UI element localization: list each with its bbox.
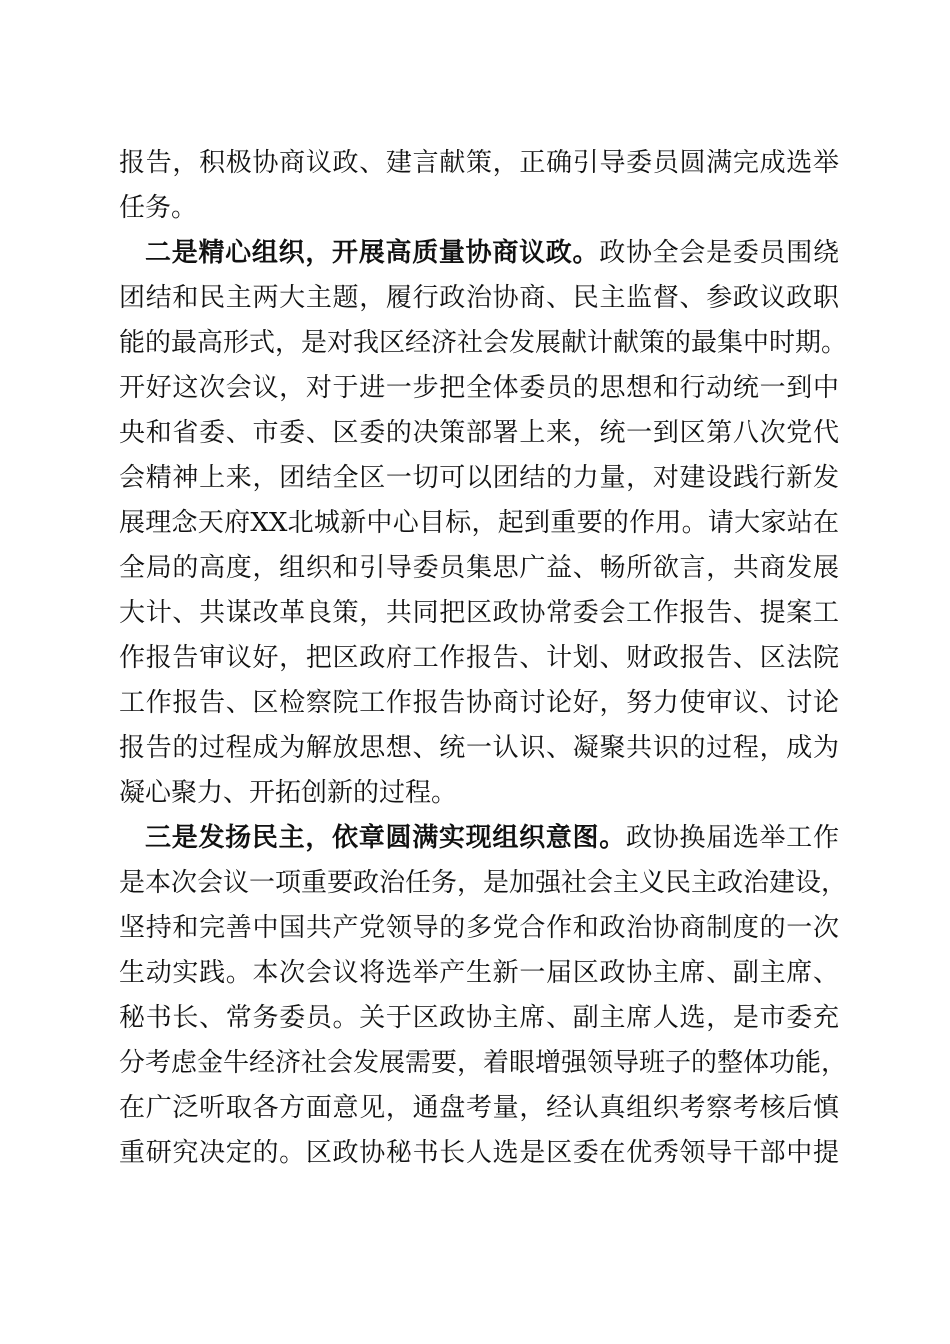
text-line: 任务。: [119, 193, 198, 223]
text-line: 开好这次会议，对于进一步把全体委员的思想和行动统一到中: [119, 373, 839, 403]
text-line: 大计、共谋改革良策，共同把区政协常委会工作报告、提案工: [119, 598, 839, 628]
paragraph-three-text: 政协换届选举工作: [625, 823, 839, 853]
text-line: 报告的过程成为解放思想、统一认识、凝聚共识的过程，成为: [119, 733, 839, 763]
text-line: 全局的高度，组织和引导委员集思广益、畅所欲言，共商发展: [119, 553, 839, 583]
paragraph-two-first-line: [119, 231, 839, 276]
text-line: 是本次会议一项重要政治任务，是加强社会主义民主政治建设，: [119, 868, 848, 898]
text-line: 展理念天府XX北城新中心目标，起到重要的作用。请大家站在: [119, 508, 839, 538]
paragraph-three-heading: 三是发扬民主，依章圆满实现组织意图。: [145, 823, 626, 853]
text-line: 秘书长、常务委员。关于区政协主席、副主席人选，是市委充: [119, 1003, 839, 1033]
text-line: 团结和民主两大主题，履行政治协商、民主监督、参政议政职: [119, 283, 839, 313]
paragraph-two-heading: 二是精心组织，开展高质量协商议政。: [145, 238, 600, 268]
text-line: 重研究决定的。区政协秘书长人选是区委在优秀领导干部中提: [119, 1138, 839, 1168]
text-line: 会精神上来，团结全区一切可以团结的力量，对建设践行新发: [119, 463, 839, 493]
text-line: 生动实践。本次会议将选举产生新一届区政协主席、副主席、: [119, 958, 839, 988]
paragraph-two-text: 政协全会是委员围绕: [599, 238, 839, 268]
paragraph-three-first-line: [119, 816, 839, 861]
text-line: 工作报告、区检察院工作报告协商讨论好，努力使审议、讨论: [119, 688, 839, 718]
text-line: 作报告审议好，把区政府工作报告、计划、财政报告、区法院: [119, 643, 839, 673]
document-body: [119, 141, 848, 1176]
text-line: 能的最高形式，是对我区经济社会发展献计献策的最集中时期。: [119, 328, 848, 358]
text-line: 在广泛听取各方面意见，通盘考量，经认真组织考察考核后慎: [119, 1093, 839, 1123]
text-line: 报告，积极协商议政、建言献策，正确引导委员圆满完成选举: [119, 148, 839, 178]
text-line: 坚持和完善中国共产党领导的多党合作和政治协商制度的一次: [119, 913, 839, 943]
text-line: 央和省委、市委、区委的决策部署上来，统一到区第八次党代: [119, 418, 839, 448]
text-line: 凝心聚力、开拓创新的过程。: [119, 778, 458, 808]
text-line: 分考虑金牛经济社会发展需要，着眼增强领导班子的整体功能，: [119, 1048, 848, 1078]
